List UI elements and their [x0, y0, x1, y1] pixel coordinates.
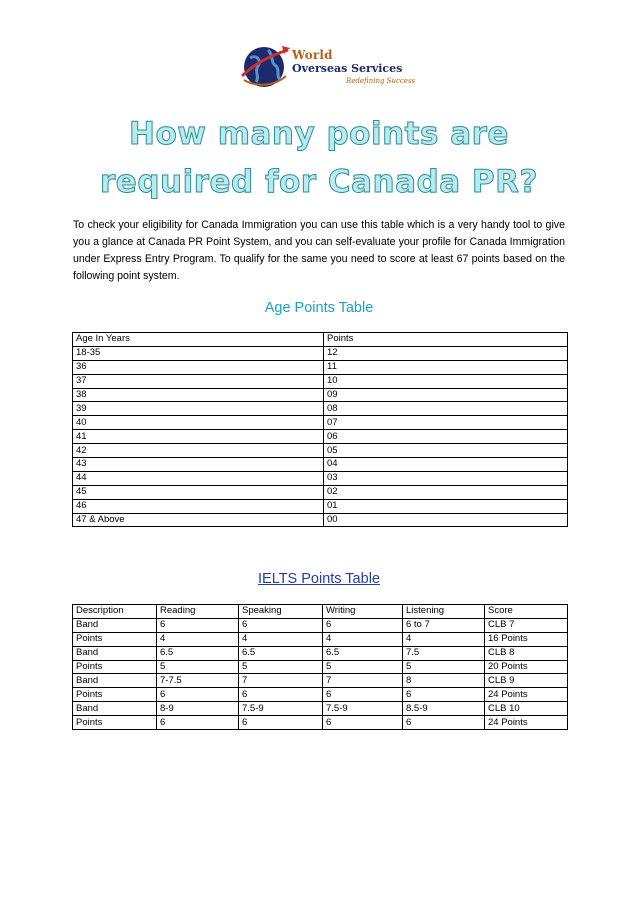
ielts-table-row: [73, 688, 568, 702]
ielts-table-cell: CLB 9: [485, 674, 568, 688]
age-table-row: [73, 360, 568, 374]
ielts-table-row: [73, 702, 568, 716]
ielts-table-cell: 7: [239, 674, 323, 688]
ielts-table-cell: Points: [73, 688, 157, 702]
age-table-row: [73, 374, 568, 388]
ielts-table-row: [73, 632, 568, 646]
age-table-cell: 41: [73, 430, 324, 444]
age-table-cell: 09: [324, 388, 568, 402]
ielts-table-cell: 6: [323, 716, 403, 730]
ielts-table-cell: 6: [157, 688, 239, 702]
ielts-table-cell: 20 Points: [485, 660, 568, 674]
age-column-header: Points: [324, 333, 568, 347]
age-column-header: Age In Years: [73, 333, 324, 347]
age-table-cell: 02: [324, 485, 568, 499]
age-table-row: [73, 444, 568, 458]
ielts-column-header: Description: [73, 605, 157, 619]
age-table-cell: 43: [73, 458, 324, 472]
age-table-cell: 01: [324, 499, 568, 513]
age-table-cell: 45: [73, 485, 324, 499]
ielts-table-cell: CLB 10: [485, 702, 568, 716]
ielts-table-cell: 7.5: [403, 646, 485, 660]
intro-paragraph: To check your eligibility for Canada Immigration you can use this table which is a very handy tool to give you a glance at Canada PR Point System, and you can self-evaluate your profile for Canada Immigration under Express Entry Program. To qualify for the same you need to score at least 67 points based on the following point system.: [73, 219, 565, 282]
age-table-row: [73, 388, 568, 402]
age-table-row: [73, 430, 568, 444]
age-table-cell: 18-35: [73, 346, 324, 360]
age-table-cell: 38: [73, 388, 324, 402]
page-title: [0, 110, 638, 206]
ielts-table-cell: Points: [73, 660, 157, 674]
ielts-column-header: Writing: [323, 605, 403, 619]
ielts-column-header: Reading: [157, 605, 239, 619]
ielts-table-cell: CLB 8: [485, 646, 568, 660]
age-table-cell: 00: [324, 513, 568, 527]
title-line-2: required for Canada PR?: [100, 164, 538, 200]
ielts-table-row: [73, 660, 568, 674]
ielts-table-cell: 5: [403, 660, 485, 674]
ielts-table-cell: 6: [239, 716, 323, 730]
age-table-cell: 10: [324, 374, 568, 388]
ielts-table-cell: 6.5: [157, 646, 239, 660]
ielts-table-cell: 7.5-9: [323, 702, 403, 716]
ielts-table-cell: 5: [323, 660, 403, 674]
age-table-row: [73, 458, 568, 472]
age-table-row: [73, 485, 568, 499]
ielts-table-cell: 4: [403, 632, 485, 646]
age-header-row: [73, 333, 568, 347]
brand-name-line1: World: [292, 48, 333, 62]
age-table-cell: 08: [324, 402, 568, 416]
brand-name-line2: Overseas Services: [292, 62, 403, 75]
ielts-column-header: Listening: [403, 605, 485, 619]
ielts-table-cell: 7.5-9: [239, 702, 323, 716]
age-table-cell: 36: [73, 360, 324, 374]
globe-icon: [236, 36, 292, 98]
age-table-row: [73, 346, 568, 360]
ielts-table-cell: 5: [239, 660, 323, 674]
age-table-cell: 05: [324, 444, 568, 458]
ielts-table-cell: 4: [239, 632, 323, 646]
ielts-table-cell: 8-9: [157, 702, 239, 716]
ielts-table-cell: 24 Points: [485, 688, 568, 702]
ielts-table-row: [73, 618, 568, 632]
ielts-table-cell: 8.5-9: [403, 702, 485, 716]
ielts-table-cell: 6: [239, 688, 323, 702]
ielts-table-cell: 6: [323, 688, 403, 702]
ielts-column-header: Speaking: [239, 605, 323, 619]
age-table-cell: 04: [324, 458, 568, 472]
age-table-cell: 39: [73, 402, 324, 416]
ielts-table-row: [73, 674, 568, 688]
ielts-table-cell: 6.5: [239, 646, 323, 660]
ielts-table-cell: 7: [323, 674, 403, 688]
age-table-row: [73, 513, 568, 527]
age-table-heading: Age Points Table: [264, 300, 374, 316]
age-table-row: [73, 402, 568, 416]
ielts-table-cell: 6: [157, 618, 239, 632]
age-table-body: [73, 333, 568, 527]
ielts-table-cell: 6: [323, 618, 403, 632]
ielts-table-cell: 6: [403, 716, 485, 730]
age-table-row: [73, 499, 568, 513]
age-table-cell: 12: [324, 346, 568, 360]
ielts-column-header: Score: [485, 605, 568, 619]
age-table-cell: 06: [324, 430, 568, 444]
ielts-table-cell: 6: [403, 688, 485, 702]
ielts-table-cell: 4: [323, 632, 403, 646]
ielts-table-cell: 24 Points: [485, 716, 568, 730]
ielts-table-heading: IELTS Points Table: [258, 571, 380, 587]
age-table-cell: 44: [73, 471, 324, 485]
ielts-table-cell: Band: [73, 646, 157, 660]
age-table-row: [73, 416, 568, 430]
age-table-cell: 46: [73, 499, 324, 513]
title-line-1: How many points are: [129, 116, 509, 152]
age-table-cell: 42: [73, 444, 324, 458]
ielts-table-cell: Points: [73, 632, 157, 646]
age-table-cell: 47 & Above: [73, 513, 324, 527]
ielts-table-cell: 7-7.5: [157, 674, 239, 688]
age-table-cell: 37: [73, 374, 324, 388]
ielts-table-cell: Band: [73, 674, 157, 688]
ielts-table-row: [73, 716, 568, 730]
ielts-table-cell: Points: [73, 716, 157, 730]
ielts-table-cell: 5: [157, 660, 239, 674]
ielts-table-cell: CLB 7: [485, 618, 568, 632]
ielts-table-body: [73, 605, 568, 730]
age-table-cell: 40: [73, 416, 324, 430]
age-points-table: [72, 332, 568, 527]
ielts-table-row: [73, 646, 568, 660]
ielts-table-cell: 4: [157, 632, 239, 646]
ielts-table-cell: 6: [239, 618, 323, 632]
ielts-table-cell: Band: [73, 702, 157, 716]
age-table-cell: 03: [324, 471, 568, 485]
ielts-table-cell: 6 to 7: [403, 618, 485, 632]
ielts-table-cell: 8: [403, 674, 485, 688]
ielts-table-cell: Band: [73, 618, 157, 632]
age-table-row: [73, 471, 568, 485]
ielts-table-cell: 6: [157, 716, 239, 730]
age-table-cell: 11: [324, 360, 568, 374]
ielts-table-cell: 6.5: [323, 646, 403, 660]
age-table-cell: 07: [324, 416, 568, 430]
ielts-table-cell: 16 Points: [485, 632, 568, 646]
ielts-points-table: [72, 604, 568, 730]
ielts-header-row: [73, 605, 568, 619]
company-logo: [236, 36, 416, 98]
brand-tagline: Redefining Success: [346, 77, 416, 85]
